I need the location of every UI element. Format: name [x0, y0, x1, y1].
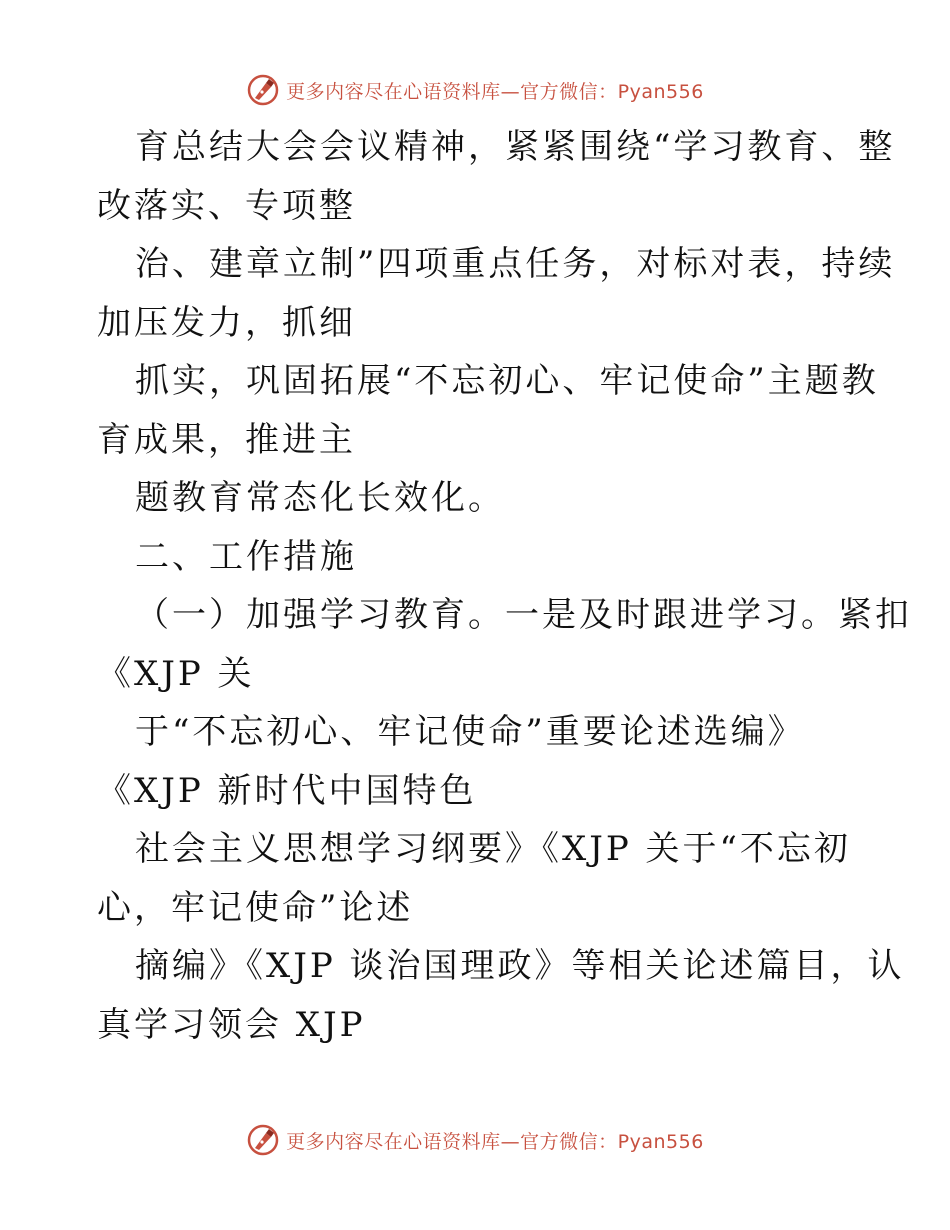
- paragraph-line: （一）加强学习教育。一是及时跟进学习。紧扣: [135, 595, 912, 635]
- paragraph-line: 抓实，巩固拓展“不忘初心、牢记使命”主题教: [135, 361, 879, 401]
- paragraph-line: 育总结大会会议精神，紧紧围绕“学习教育、整: [135, 127, 896, 167]
- paragraph-line: 社会主义思想学习纲要》《XJP 关于“不忘初: [135, 829, 851, 869]
- paragraph-line: 治、建章立制”四项重点任务，对标对表，持续: [135, 244, 896, 284]
- paragraph-line: 加压发力，抓细: [97, 302, 356, 343]
- document-body: [97, 118, 912, 1054]
- paragraph-line: 育成果，推进主: [97, 419, 356, 460]
- footer-watermark: [0, 1120, 950, 1160]
- pen-nib-logo-icon: [246, 1123, 280, 1157]
- paragraph-line: 摘编》《XJP 谈治国理政》等相关论述篇目，认: [135, 946, 905, 986]
- paragraph-line: 真学习领会 XJP: [97, 1004, 366, 1045]
- paragraph-line: 二、工作措施: [135, 536, 357, 577]
- header-watermark: [0, 70, 950, 110]
- paragraph-line: 《XJP 关: [97, 653, 255, 694]
- paragraph-line: 《XJP 新时代中国特色: [97, 770, 477, 811]
- pen-nib-logo-icon: [246, 73, 280, 107]
- paragraph-line: 改落实、专项整: [97, 185, 356, 226]
- paragraph-line: 于“不忘初心、牢记使命”重要论述选编》: [135, 712, 805, 752]
- watermark-text: 更多内容尽在心语资料库—官方微信：Pyan556: [286, 1130, 704, 1153]
- paragraph-line: 心，牢记使命”论述: [97, 887, 414, 928]
- paragraph-line: 题教育常态化长效化。: [135, 478, 505, 518]
- watermark-text: 更多内容尽在心语资料库—官方微信：Pyan556: [286, 80, 704, 103]
